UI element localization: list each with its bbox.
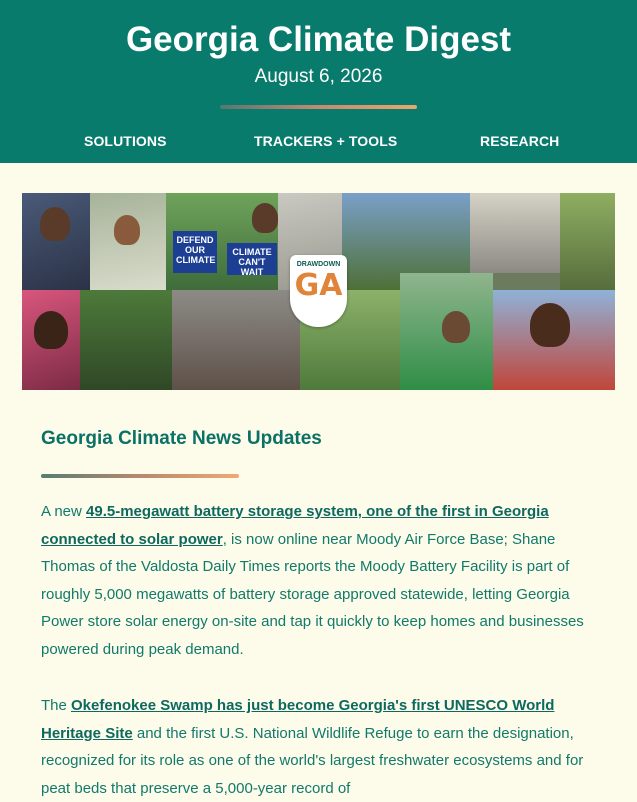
nav-bar	[0, 131, 637, 151]
section-title: Georgia Climate News Updates	[41, 428, 322, 449]
article-link-okefenokee[interactable]: Okefenokee Swamp has just become Georgia's first UNESCO World Heritage Site	[41, 697, 555, 742]
header	[0, 0, 637, 163]
person-figure	[34, 311, 68, 349]
article-paragraph	[41, 692, 601, 802]
header-divider	[220, 105, 417, 109]
article-text: A new	[41, 503, 87, 520]
collage-photo	[172, 290, 300, 390]
drawdown-ga-logo	[290, 255, 347, 327]
article-text: and the first U.S. National Wildlife Refuge to earn the designation, recognized for its role as one of the world's largest freshwater ecosystems and for peat beds that preserve a 5,000-year record of	[41, 724, 584, 797]
article-text: , is now online near Moody Air Force Base; Shane Thomas of the Valdosta Daily Times reports the Moody Battery Facility is part of roughly 5,000 megawatts of battery storage approved statewide, letting Georgia Power store solar energy on-site and tap it quickly to keep homes and businesses powered during peak demand.	[41, 530, 584, 658]
section-divider	[41, 474, 239, 478]
person-figure	[530, 303, 570, 347]
collage-photo	[560, 193, 615, 290]
protest-sign: CLIMATE CAN'T WAIT	[227, 243, 277, 275]
hero-photo-collage[interactable]	[22, 193, 615, 390]
nav-link-research[interactable]: RESEARCH	[480, 133, 560, 149]
person-figure	[40, 207, 70, 241]
logo-text-ga: GA	[294, 268, 343, 303]
logo-text-drawdown: DRAWDOWN	[296, 261, 341, 268]
person-figure	[252, 203, 278, 233]
article-link-battery-storage[interactable]: 49.5-megawatt battery storage system, one of the first in Georgia connected to solar power	[41, 503, 549, 548]
nav-link-trackers-tools[interactable]: TRACKERS + TOOLS	[254, 133, 398, 149]
collage-photo	[470, 193, 560, 273]
person-figure	[114, 215, 140, 245]
nav-link-solutions[interactable]: SOLUTIONS	[84, 133, 167, 149]
article-text: The	[41, 697, 72, 714]
article-paragraph	[41, 498, 601, 663]
person-figure	[442, 311, 470, 343]
protest-sign: DEFEND OUR CLIMATE	[173, 231, 217, 273]
newsletter-title: Georgia Climate Digest	[125, 20, 512, 59]
collage-photo	[80, 290, 172, 390]
issue-date: August 6, 2026	[254, 66, 383, 87]
